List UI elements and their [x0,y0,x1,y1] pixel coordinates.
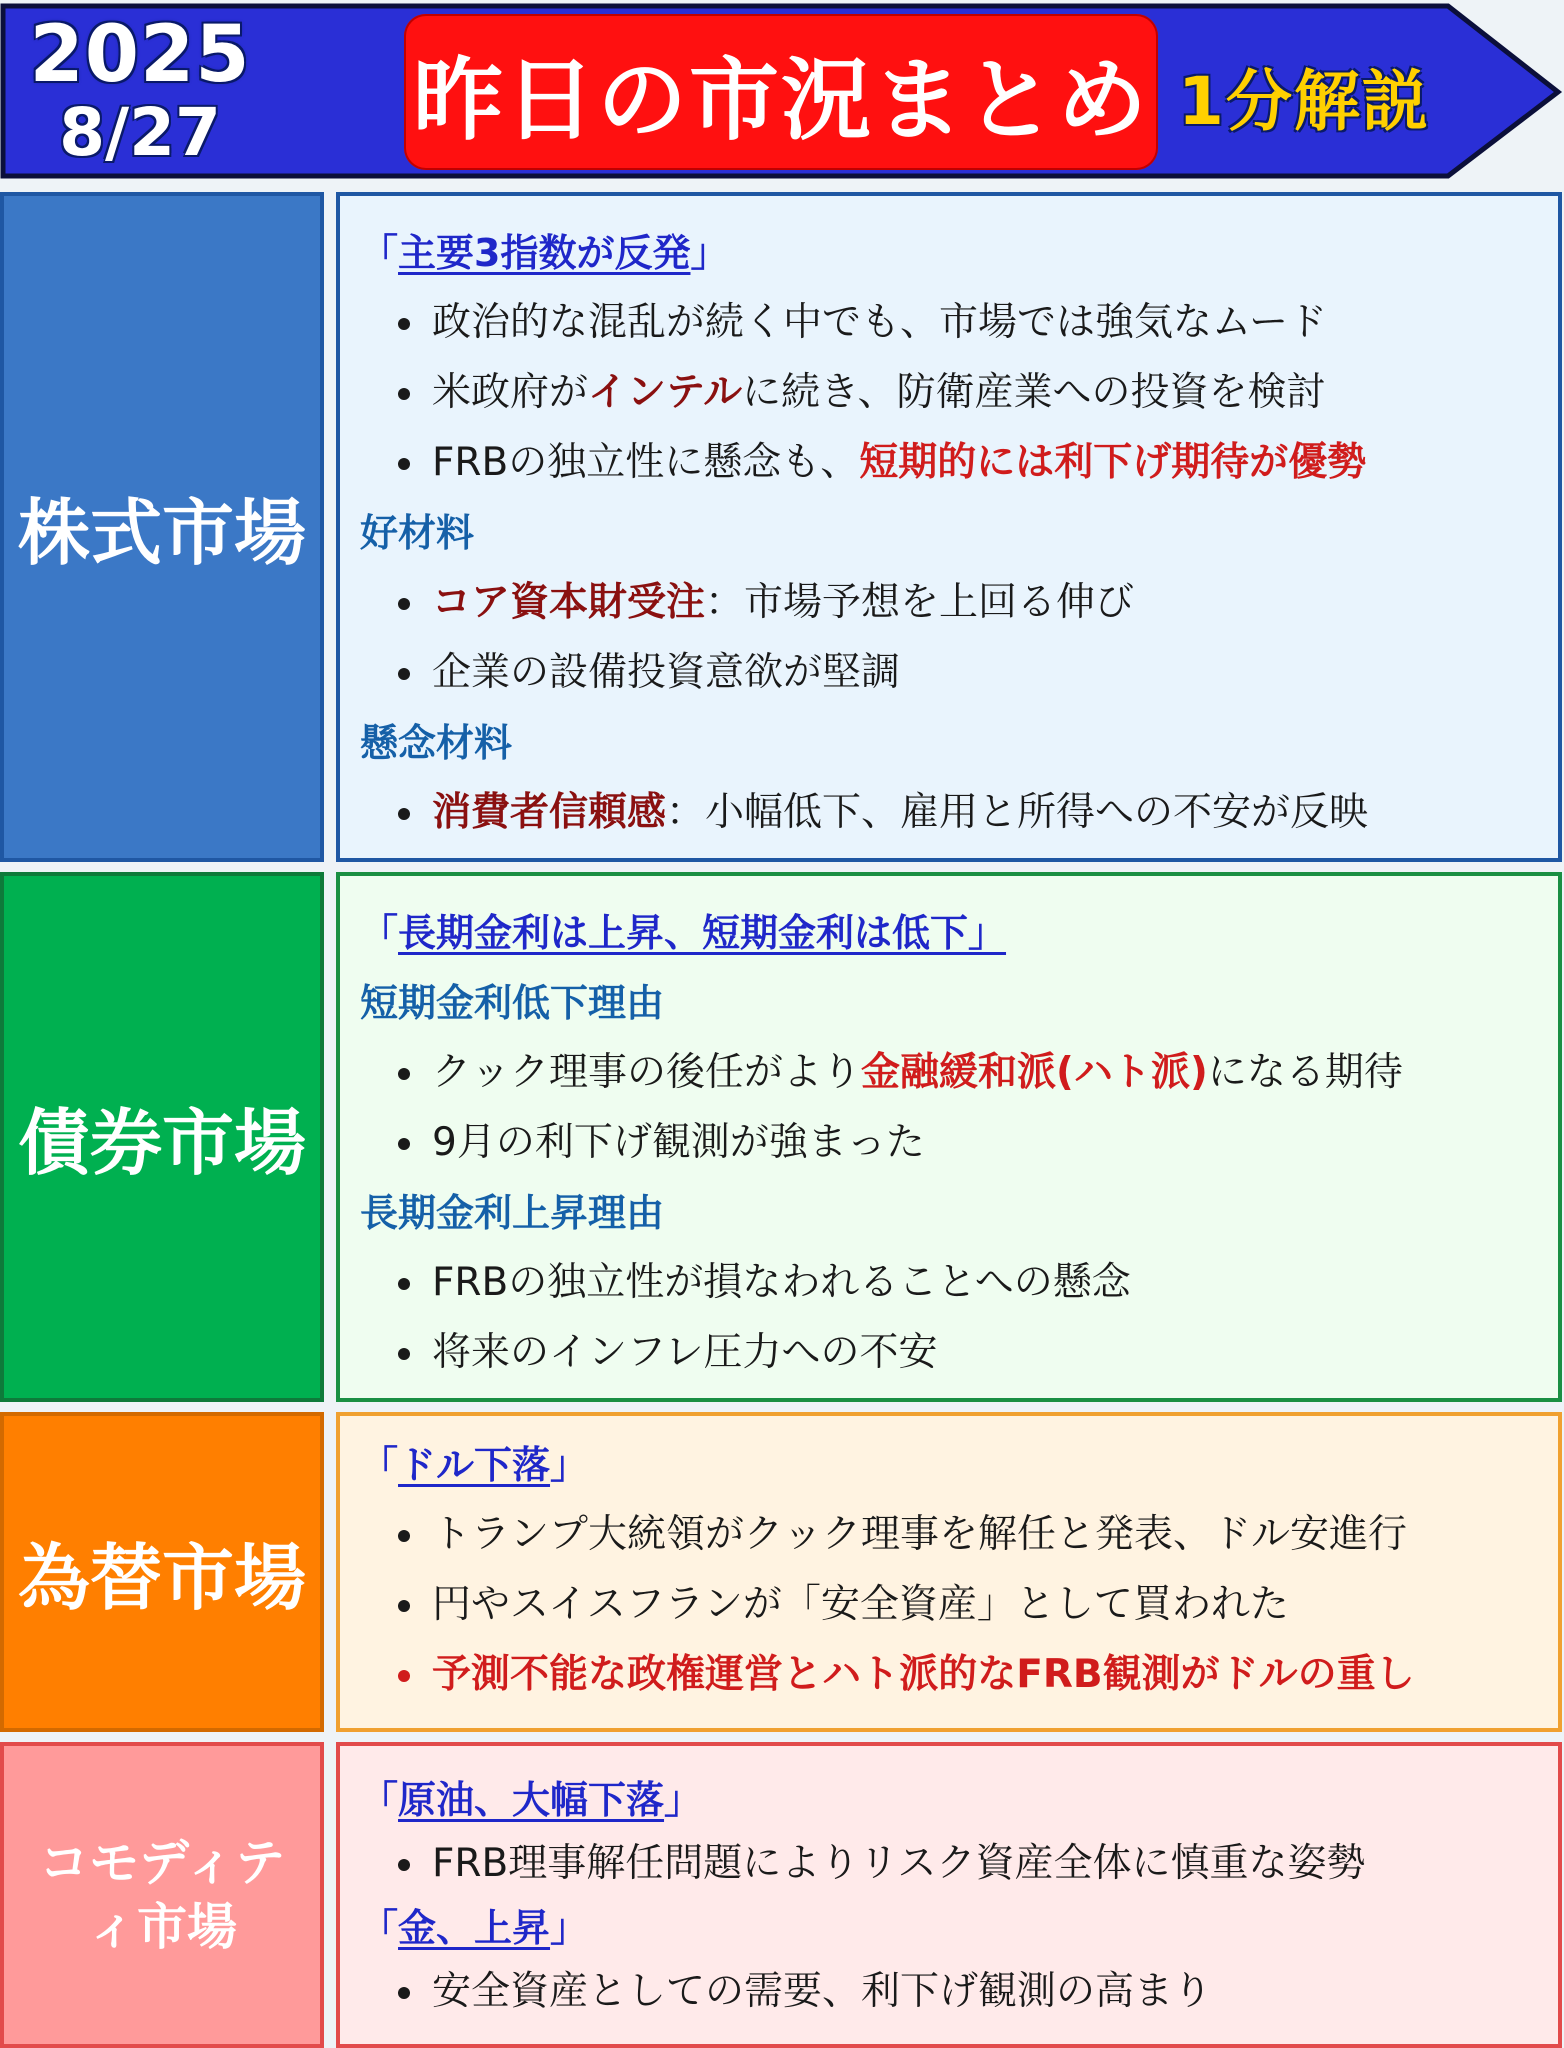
short-rate-heading: 短期金利低下理由 [360,981,665,1025]
section-label-text: コモディテ [39,1834,285,1892]
header-banner [0,0,1564,182]
section-headline: 「ドル下落」 [360,1443,589,1487]
list-item: FRBの独立性に懸念も、短期的には利下げ期待が優勢 [360,428,1558,498]
bullet-icon [398,1530,410,1542]
list-item: 政治的な混乱が続く中でも、市場では強気なムード [360,288,1558,358]
good-factors-heading: 好材料 [360,511,475,555]
list-item: 安全資産としての需要、利下げ観測の高まり [360,1960,1558,2024]
list-item: 企業の設備投資意欲が堅調 [360,638,1558,708]
bullet-icon [398,1859,410,1871]
bullet-icon [398,1138,410,1150]
page-subtitle: 1分解説 [1178,63,1430,140]
bond-market-section [0,872,1564,1402]
stock-content [336,192,1562,862]
fx-content [336,1412,1562,1732]
section-headline: 「主要3指数が反発」 [360,231,729,275]
bullet-icon [398,318,410,330]
bullet-icon [398,668,410,680]
fx-market-section [0,1412,1564,1732]
emphasis-text: 消費者信頼感 [432,790,667,835]
section-label-text: 為替市場 [17,1536,306,1620]
bullet-icon [398,598,410,610]
section-label-fx [0,1412,324,1732]
commodity-content [336,1742,1562,2048]
title-box [404,14,1158,170]
bullet-icon [398,1670,410,1682]
list-item: FRBの独立性が損なわれることへの懸念 [360,1248,1558,1318]
emphasis-text: 短期的には利下げ期待が優勢 [859,440,1367,485]
bond-content [336,872,1562,1402]
section-headline: 「長期金利は上昇、短期金利は低下」 [360,911,1007,955]
list-item: コア資本財受注：市場予想を上回る伸び [360,568,1558,638]
bullet-icon [398,1600,410,1612]
headline-link[interactable]: 原油、大幅下落 [398,1778,665,1822]
headline-link[interactable]: ドル下落 [398,1443,551,1487]
list-item: 円やスイスフランが「安全資産」として買われた [360,1570,1558,1640]
bullet-icon [398,808,410,820]
section-label-bond [0,872,324,1402]
list-item: 9月の利下げ観測が強まった [360,1108,1558,1178]
emphasis-text: 金融緩和派(ハト派) [861,1050,1208,1095]
emphasis-text: インテル [588,370,743,415]
list-item: クック理事の後任がより金融緩和派(ハト派)になる期待 [360,1038,1558,1108]
section-label-text: 株式市場 [17,491,306,575]
section-label-commodity [0,1742,324,2048]
list-item: FRB理事解任問題によりリスク資産全体に慎重な姿勢 [360,1832,1558,1896]
section-label-text: 債券市場 [17,1101,306,1185]
bullet-icon [398,1987,410,1999]
list-item: 消費者信頼感：小幅低下、雇用と所得への不安が反映 [360,778,1558,848]
list-item: 将来のインフレ圧力への不安 [360,1318,1558,1388]
headline-link[interactable]: 長期金利は上昇、短期金利は低下」 [398,911,1007,955]
bullet-icon [398,388,410,400]
page-title: 昨日の市況まとめ [413,48,1149,153]
headline-link[interactable]: 金、上昇 [398,1906,551,1950]
section-headline: 「金、上昇」 [360,1906,589,1950]
bullet-icon [398,458,410,470]
headline-link[interactable]: 主要3指数が反発 [398,231,691,275]
concern-factors-heading: 懸念材料 [360,721,513,765]
bullet-icon [398,1068,410,1080]
bullet-icon [398,1278,410,1290]
bullet-icon [398,1348,410,1360]
section-headline: 「原油、大幅下落」 [360,1778,703,1822]
commodity-market-section [0,1742,1564,2048]
list-item: 予測不能な政権運営とハト派的なFRB観測がドルの重し [360,1640,1558,1710]
list-item: 米政府がインテルに続き、防衛産業への投資を検討 [360,358,1558,428]
emphasis-text: コア資本財受注 [432,580,706,625]
long-rate-heading: 長期金利上昇理由 [360,1191,665,1235]
section-label-stock [0,192,324,862]
year-label: 2025 [29,10,251,100]
stock-market-section [0,192,1564,862]
list-item: トランプ大統領がクック理事を解任と発表、ドル安進行 [360,1500,1558,1570]
date-label: 8/27 [59,94,221,171]
section-label-text: ィ市場 [87,1898,237,1956]
